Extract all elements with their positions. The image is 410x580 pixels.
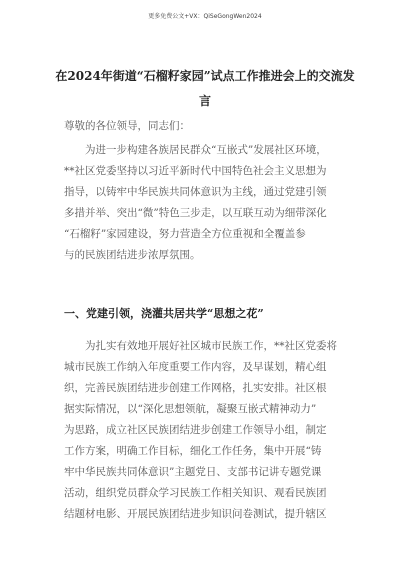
paragraph-line: 结题材电影、开展民族团结进步知识问卷测试，提升辖区 bbox=[64, 508, 327, 520]
paragraph-line: 指导，以铸牢中华民族共同体意识为主线，通过党建引领 bbox=[64, 186, 327, 198]
document-title bbox=[40, 64, 370, 114]
greeting: 尊敬的各位领导，同志们： bbox=[64, 120, 190, 132]
paragraph-line: 城市民族工作纳入年度重要工作内容，及早谋划，精心组 bbox=[64, 361, 327, 373]
paragraph-2 bbox=[64, 336, 354, 525]
page-header: 更多免费公文+VX：QiSeGongWen2024 bbox=[148, 13, 262, 20]
title-line: 言 bbox=[198, 94, 211, 108]
paragraph-line: 织，完善民族团结进步创建工作网格，扎实安排。社区根 bbox=[64, 382, 327, 394]
paragraph-line: 为进一步构建各族居民群众“互嵌式”发展社区环境， bbox=[85, 144, 327, 156]
title-line: 在2024年街道“石榴籽家园”试点工作推进会上的交流发 bbox=[55, 69, 355, 83]
paragraph-line: 据实际情况，以“深化思想领航，凝聚互嵌式精神动力” bbox=[64, 403, 317, 415]
paragraph-line: “石榴籽”家园建设，努力营造全方位重视和全覆盖参 bbox=[64, 228, 306, 240]
paragraph-line: 为扎实有效地开展好社区城市民族工作，**社区党委将 bbox=[85, 340, 337, 352]
paragraph-line: 为思路，成立社区民族团结进步创建工作领导小组，制定 bbox=[64, 424, 327, 436]
paragraph-1 bbox=[64, 140, 354, 266]
paragraph-line: 多措并举、突出“微”特色三步走，以互联互动为细带深化 bbox=[64, 207, 327, 219]
section-heading: 一、党建引领，浇灌共居共学“思想之花” bbox=[64, 307, 264, 320]
paragraph-line: 活动，组织党员群众学习民族工作相关知识、观看民族团 bbox=[64, 487, 327, 499]
paragraph-line: **社区党委坚持以习近平新时代中国特色社会主义思想为 bbox=[64, 165, 327, 177]
paragraph-line: 与的民族团结进步浓厚氛围。 bbox=[64, 249, 201, 261]
paragraph-line: 工作方案，明确工作目标，细化工作任务，集中开展“铸 bbox=[64, 445, 322, 457]
paragraph-line: 牢中华民族共同体意识”主题党日、支部书记讲专题党课 bbox=[64, 466, 322, 478]
